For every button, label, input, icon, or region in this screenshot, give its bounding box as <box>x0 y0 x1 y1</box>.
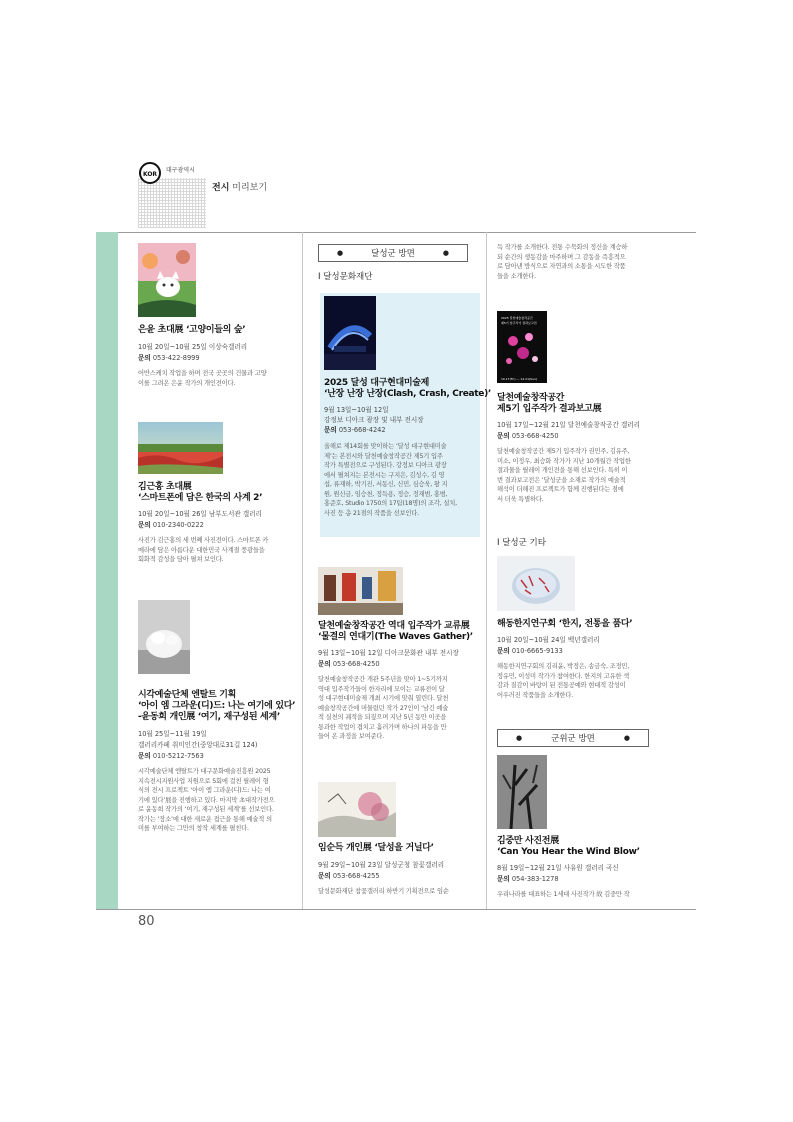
artwork-thumbnail <box>138 243 196 317</box>
exhibit-subtitle: ‘아이 엠 그라운(디)드: 나는 여기에 있다’ <box>138 701 296 711</box>
exhibit-subtitle: ‘물결의 연대기(The Waves Gather)’ <box>318 632 473 642</box>
exhibit-description: 달천예술창작공간 제5기 입주작가 권민주, 김유주, 미소, 이정우, 최승화 작가가 지난 10개월간 작업한 결과물을 릴레이 개인전을 통해 선보인다. 특히 이 번 결과보고전은 ‘달성군을 소재로 작가의 예술적 해석이 더해진 프로젝트가 함께 진행된다는 점에 서 더욱 특별하다. <box>497 448 631 503</box>
exhibit-description: 달천예술창작공간 개관 5주년을 맞아 1~5기까지 역대 입주작가들이 한자리에 모이는 교류전이 달 성 대구현대미술제 개최 시기에 맞춰 열린다. 달천 예술창작공간에 머물렀던 작가 27인이 ‘남긴 예술 적 실천의 궤적을 되짚으며 지난 5년 동안 이곳을 통과한 작업이 겹치고 흘러가며 하나의 파동을 만 들어 온 과정을 보여준다. <box>318 676 449 740</box>
exhibit-contact: 문의 053-668-4250 <box>318 660 380 668</box>
exhibit-venue: 강정보 디아크 광장 및 내부 전시장 <box>324 416 424 424</box>
poster-text: 제5기 입주작가 결과보고전 <box>501 321 537 325</box>
exhibit-date: 8월 19일~12월 21일 사유원 갤러리 곡신 <box>497 864 619 872</box>
exhibit-title: 2025 달성 대구현대미술제 <box>324 378 430 388</box>
section-box: ● 군위군 방면 ● <box>497 729 649 747</box>
exhibit-title: 김근홍 초대展 <box>138 482 192 492</box>
sub-heading: I 달성군 기타 <box>497 538 546 548</box>
exhibit-contact: 문의 054-383-1278 <box>497 875 559 883</box>
section-title: 전시 미리보기 <box>212 183 268 193</box>
exhibit-title: 김중만 사진전展 <box>497 836 559 846</box>
exhibit-contact: 문의 010-6665-9133 <box>497 647 563 655</box>
exhibit-title: 해동한지연구회 ‘한지, 전통을 품다’ <box>497 619 633 629</box>
exhibit-description: 해동한지연구회의 김리윤, 박정은, 송금숙, 조정민, 정유민, 이성미 작가가 참여한다. 한지의 고유한 색 감과 질감이 바탕이 된 전통공예와 현대적 감성이 어우러진 작품들을 소개한다. <box>497 663 630 699</box>
qr-code <box>138 178 206 228</box>
poster-text: 10.17(Fri) — 12.21(Sun) <box>501 377 538 381</box>
exhibit-subtitle: 제5기 입주작가 결과보고展 <box>497 404 602 414</box>
exhibit-date: 10월 20일~10월 24일 백년갤러리 <box>497 636 600 644</box>
artwork-thumbnail <box>318 782 396 837</box>
exhibit-date: 9월 13일~10월 12일 디아크문화관 내부 전시장 <box>318 649 459 657</box>
exhibit-title: 임순득 개인展 ‘달성을 거닐다’ <box>318 843 434 853</box>
exhibit-description: 시각예술단체 엔탈트가 대구문화예술진흥원 2025 지속전시지원사업 지원으로 5회에 걸친 릴레이 형 식의 전시 프로젝트 ‘아이 엠 그라운(디)드: 나는 여 기에 있다’展을 진행하고 있다. 마지막 초대작가전으 로 윤동희 작가의 ‘여기, 재구성된 세계’를 선보인다. 작가는 ‘장소’에 대한 새로운 접근을 통해 예술적 의 미를 부여하는 그만의 창작 세계를 펼친다. <box>138 768 275 832</box>
artwork-thumbnail <box>497 755 547 829</box>
exhibit-subtitle: ‘스마트폰에 담은 한국의 사계 2’ <box>138 493 263 503</box>
exhibit-date: 10월 20일~10월 25일 이상숙갤러리 <box>138 343 248 351</box>
kor-logo-icon <box>136 160 168 184</box>
continued-text: 득 작가를 소개한다. 전통 수묵화의 정신을 계승하 되 순간의 생동감을 마주하며 그 감동을 즉흥적으 로 담아낸 방식으로 자연과의 소통을 시도한 작품 들을 소개한다. <box>497 244 628 280</box>
svg-text:KOR: KOR <box>142 171 158 178</box>
exhibit-title: 시각예술단체 엔탈트 기획 <box>138 690 237 700</box>
exhibit-contact: 문의 010-5212-7563 <box>138 752 204 760</box>
exhibit-subtitle: ‘난장 난장 난장(Clash, Crash, Create)’ <box>324 389 492 399</box>
exhibit-description: 사진가 김근홍의 세 번째 사진전이다. 스마트폰 카 메라에 담은 아름다운 대한민국 사계절 풍광들을 회화적 감성을 담아 펼쳐 보인다. <box>138 537 269 563</box>
exhibit-subtitle: ‘Can You Hear the Wind Blow’ <box>497 847 640 857</box>
bullet-icon: ● <box>442 249 449 257</box>
column-divider <box>302 232 303 909</box>
artwork-thumbnail <box>318 567 403 615</box>
accent-bar <box>96 232 118 909</box>
artwork-thumbnail <box>138 600 190 674</box>
city-label: 대구광역시 <box>166 167 195 174</box>
exhibit-title: 은윤 초대展 ‘고양이들의 숲’ <box>138 325 246 335</box>
exhibit-description: 어반스케치 작업을 하며 전국 곳곳의 건물과 고양 이를 그려온 은윤 작가의 개인전이다. <box>138 370 267 387</box>
bullet-icon: ● <box>337 249 344 257</box>
section-box: ● 달성군 방면 ● <box>318 244 468 262</box>
artwork-thumbnail <box>138 422 223 474</box>
exhibit-date: 10월 17일~12월 21일 달천예술창작공간 갤러리 <box>497 421 641 429</box>
poster-text: 2025 달천예술창작공간 <box>501 316 533 320</box>
poster-thumbnail <box>497 311 547 383</box>
exhibit-date: 9월 29일~10월 23일 달성군청 참꽃갤러리 <box>318 861 445 869</box>
exhibit-description: 달성문화재단 참꽃갤러리 하반기 기획전으로 임순 <box>318 888 449 895</box>
bullet-icon: ● <box>516 734 523 742</box>
exhibit-description: 올해로 제14회를 맞이하는 ‘달성 대구현대미술 제’는 본전시와 달천예술창작공간 제5기 입주 작가 특별전으로 구성된다. 강정보 디아크 광장 에서 펼쳐지는 본전시는 구지은, 김성수, 김 영 섭, 류재하, 박기진, 서동신, 신민, 심승욱, 왕 지 원, 원신금, 임승천, 정득용, 정승, 정재범, 홍범, 홍준호, Studio 1750의 17팀(18명)의 조각, 설치, 사진 등 총 21점의 작품을 선보인다. <box>324 443 457 517</box>
sub-heading: I 달성문화재단 <box>318 272 373 282</box>
exhibit-subtitle: -윤동희 개인展 ‘여기, 재구성된 세계’ <box>138 712 280 722</box>
column-divider <box>486 232 487 909</box>
artwork-thumbnail <box>324 296 376 370</box>
exhibit-date: 10월 20일~10월 26일 남부도서관 갤러리 <box>138 510 262 518</box>
exhibit-contact: 문의 053-668-4250 <box>497 432 559 440</box>
divider <box>96 909 696 910</box>
exhibit-date: 9월 13일~10월 12일 <box>324 406 389 414</box>
exhibit-venue: 갤러리카페 취미인간(중앙대로31길 124) <box>138 741 258 749</box>
exhibit-title: 달천예술창작공간 <box>497 393 565 403</box>
exhibit-contact: 문의 053-422-8999 <box>138 354 200 362</box>
exhibit-contact: 문의 053-668-4255 <box>318 872 380 880</box>
exhibit-date: 10월 25일~11월 19일 <box>138 730 207 738</box>
page-number: 80 <box>138 914 155 929</box>
exhibit-contact: 문의 010-2340-0222 <box>138 521 204 529</box>
divider <box>118 232 696 233</box>
exhibit-description: 우리나라를 대표하는 1세대 사진작가 故 김중만 작 <box>497 891 630 898</box>
artwork-thumbnail <box>497 556 575 611</box>
bullet-icon: ● <box>623 734 630 742</box>
exhibit-title: 달천예술창작공간 역대 입주작가 교류展 <box>318 621 470 631</box>
exhibit-contact: 문의 053-668-4242 <box>324 426 386 434</box>
